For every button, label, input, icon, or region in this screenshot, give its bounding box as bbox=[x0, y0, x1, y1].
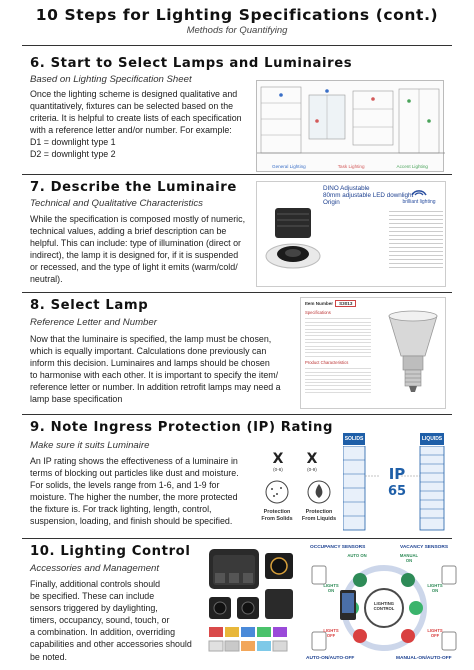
section-10-body bbox=[30, 578, 210, 663]
lighting-accessories-image bbox=[205, 545, 299, 663]
section-7-subheading: Technical and Qualitative Characteristics bbox=[30, 198, 203, 209]
item-number-label: Item Number bbox=[305, 301, 334, 306]
lighting-legend bbox=[256, 164, 444, 169]
ip-code bbox=[380, 466, 414, 500]
text-line: timers, occupancy, sound, touch, or bbox=[30, 615, 170, 626]
section-6-subheading: Based on Lighting Specification Sheet bbox=[30, 74, 192, 85]
specifications-label: Specifications bbox=[305, 310, 331, 315]
text-line: D1 = downlight type 1 bbox=[30, 137, 116, 148]
divider bbox=[22, 538, 452, 539]
product-origin: Origin bbox=[323, 199, 340, 206]
text-line: technical values, adding a brief description can be bbox=[30, 226, 227, 237]
lighting-plan-drawing bbox=[256, 80, 444, 172]
lamp-product-sheet bbox=[300, 297, 446, 409]
text-line: Finally, additional controls should bbox=[30, 579, 161, 589]
occupancy-sensors-label: OCCUPANCY SENSORS bbox=[310, 545, 366, 550]
text-line: helpful. This can include: type of illumination (direct or bbox=[30, 238, 241, 249]
text-line: While the specification is composed mostly of numeric, bbox=[30, 214, 246, 224]
text-line: inform this decision. Luminaires and lamps should be chosen bbox=[30, 358, 270, 369]
section-6-body bbox=[30, 88, 255, 161]
text-line: quantitatively, fixtures can be selected based on the bbox=[30, 101, 234, 112]
product-spec-text bbox=[389, 208, 443, 268]
liquids-header: LIQUIDS bbox=[420, 433, 444, 445]
auto-on-auto-off-label: AUTO-ON/AUTO-OFF bbox=[306, 656, 355, 661]
liquids-range: (0-9) bbox=[307, 467, 317, 472]
text-line: or recessed, and the type of light it emits (warm/cold/ bbox=[30, 262, 238, 273]
divider bbox=[22, 45, 452, 46]
lights-on-left-badge: LIGHTS ON bbox=[323, 583, 339, 593]
lights-off-left-badge: LIGHTS OFF bbox=[323, 628, 339, 638]
lights-on-right-badge: LIGHTS ON bbox=[427, 583, 443, 593]
vacancy-sensors-label: VACANCY SENSORS bbox=[400, 545, 449, 550]
section-8-subheading: Reference Letter and Number bbox=[30, 317, 157, 328]
downlight-image bbox=[263, 204, 323, 282]
text-line: the fixture is. For track lighting, length, control, bbox=[30, 504, 212, 515]
auto-on-badge: AUTO ON bbox=[347, 553, 367, 558]
section-10-subheading: Accessories and Management bbox=[30, 563, 160, 574]
text-line: neutral). bbox=[30, 274, 63, 285]
liquids-caption bbox=[294, 509, 344, 522]
page-subtitle: Methods for Quantifying bbox=[186, 25, 288, 36]
caption-line: From Solids bbox=[261, 515, 293, 522]
legend-accent: Accent Lighting bbox=[396, 164, 428, 169]
text-line: criteria. It is helpful to create lists of each specification bbox=[30, 113, 242, 124]
text-line: terms of blocking out particles like dust and moisture. bbox=[30, 468, 239, 479]
ip-solids-digit: 6 bbox=[387, 484, 397, 499]
characteristics-label: Product Characteristics bbox=[305, 360, 349, 365]
brand-icon bbox=[410, 185, 428, 197]
legend-task: Task Lighting bbox=[337, 164, 365, 169]
text-line: Once the lighting scheme is designed qualitative and bbox=[30, 89, 238, 99]
divider bbox=[22, 292, 452, 293]
text-line: be specified. These can include bbox=[30, 591, 155, 602]
caption-line: Protection bbox=[263, 509, 291, 515]
solids-range: (0-6) bbox=[273, 467, 283, 472]
section-9-body bbox=[30, 455, 265, 528]
section-9-subheading: Make sure it suits Luminaire bbox=[30, 440, 150, 451]
legend-general: General Lighting bbox=[272, 164, 306, 169]
ip-letters: IP bbox=[388, 465, 406, 483]
ip-protection-icons bbox=[260, 478, 336, 508]
section-8-heading: 8. Select Lamp bbox=[30, 298, 149, 313]
characteristics-table bbox=[305, 366, 371, 393]
text-line: to harmonise with each other. It is important to specify the item/ bbox=[30, 370, 279, 381]
text-line: D2 = downlight type 2 bbox=[30, 149, 116, 160]
text-line: reference letter or number. In addition retrofit lamps may need a bbox=[30, 382, 281, 393]
section-7-body bbox=[30, 213, 255, 286]
item-number-value: S3013 bbox=[335, 300, 356, 307]
section-9-heading: 9. Note Ingress Protection (IP) Rating bbox=[30, 420, 334, 435]
solids-x-symbol: X bbox=[272, 451, 284, 467]
product-description: 80mm adjustable LED downlight bbox=[323, 192, 414, 199]
lights-off-right-badge: LIGHTS OFF bbox=[427, 628, 443, 638]
manual-on-auto-off-label: MANUAL-ON/AUTO-OFF bbox=[396, 656, 452, 661]
divider bbox=[22, 414, 452, 415]
item-number bbox=[305, 301, 356, 306]
luminaire-product-sheet bbox=[256, 181, 446, 287]
text-line: which is equally important. Calculations done previously can bbox=[30, 346, 267, 357]
text-line: sensors triggered by daylighting, bbox=[30, 603, 158, 614]
section-7-heading: 7. Describe the Luminaire bbox=[30, 180, 237, 195]
product-name: DINO Adjustable bbox=[323, 185, 370, 192]
divider bbox=[22, 174, 452, 175]
page-title: 10 Steps for Lighting Specifications (cont.) bbox=[35, 6, 439, 24]
text-line: suspension, loading, and finish should be specified. bbox=[30, 516, 233, 527]
solids-header: SOLIDS bbox=[343, 433, 365, 445]
text-line: with a reference letter and/or number. For example: bbox=[30, 125, 232, 136]
spec-table bbox=[305, 316, 371, 357]
text-line: moisture. The higher the number, the more protected bbox=[30, 492, 238, 503]
text-line: a combination. In addition, overriding bbox=[30, 627, 176, 638]
lighting-control-center: LIGHTING CONTROL bbox=[373, 601, 395, 611]
text-line: capabilities and other accessories should bbox=[30, 639, 192, 650]
brand-logo bbox=[399, 185, 439, 205]
text-line: An IP rating shows the effectiveness of a luminaire in bbox=[30, 456, 238, 466]
page-header bbox=[0, 0, 474, 42]
manual-on-badge: MANUAL ON bbox=[399, 553, 419, 563]
text-line: Now that the luminaire is specified, the lamp must be chosen, bbox=[30, 334, 272, 344]
text-line: lamp base specification bbox=[30, 394, 123, 405]
caption-line: From Liquids bbox=[301, 515, 337, 522]
brand-name: brilliant lighting bbox=[402, 199, 436, 205]
caption-line: Protection bbox=[305, 509, 333, 515]
liquids-x-symbol: X bbox=[306, 451, 318, 467]
room-elevation-illustration bbox=[257, 81, 445, 161]
section-6-heading: 6. Start to Select Lamps and Luminaires bbox=[30, 56, 353, 71]
text-line: indirect), the lamp it is designed for, if it is suspended bbox=[30, 250, 239, 261]
text-line: be noted. bbox=[30, 651, 68, 662]
ip-liquids-digit: 5 bbox=[397, 484, 407, 499]
par-lamp-image bbox=[385, 308, 441, 400]
text-line: For solids, the levels range from 1-6, and 1-9 for bbox=[30, 480, 220, 491]
section-10-heading: 10. Lighting Control bbox=[30, 544, 191, 559]
section-8-body bbox=[30, 333, 300, 406]
